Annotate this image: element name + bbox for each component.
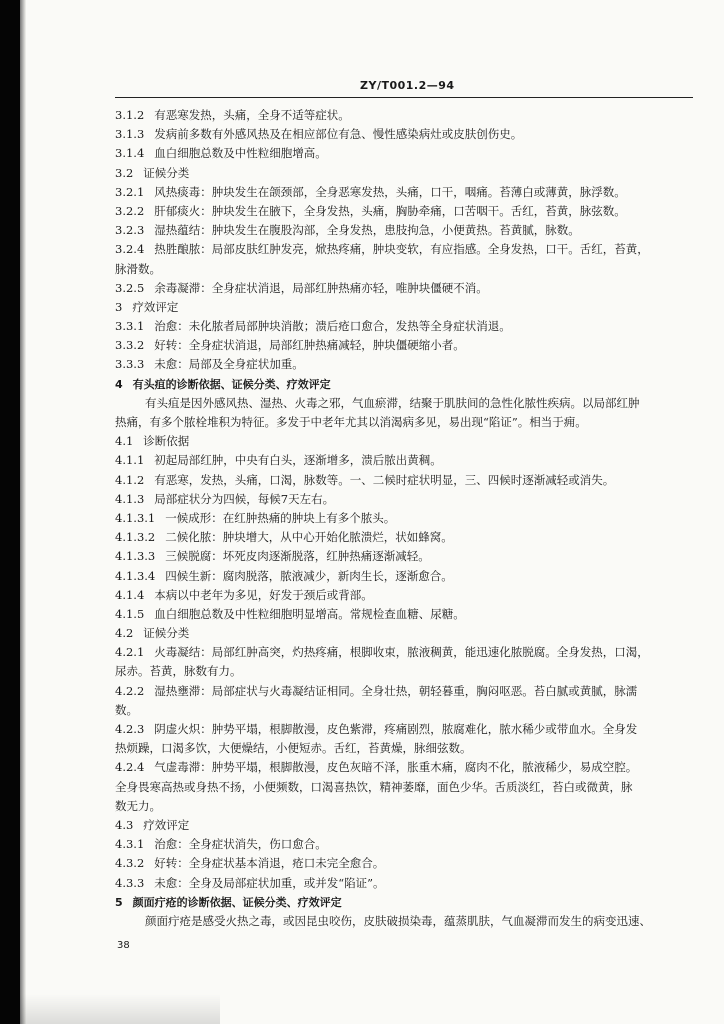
clause-number: 5 [115,895,123,909]
text-line [115,260,693,279]
clause-number: 3.2.2 [115,203,145,218]
clause-number: 3.3.1 [115,319,145,334]
clause-text: 血白细胞总数及中性粒细胞明显增高。常规检查血糖、尿糖。 [154,606,465,621]
clause-text: 有恶寒发热，头痛，全身不适等症状。 [154,108,350,122]
header-rule [115,97,693,98]
clause-text: 好转：全身症状消退，局部红肿热痛减轻，肿块僵硬缩小者。 [154,338,465,353]
clause-text: 颜面疔疮的诊断依据、证候分类、疗效评定 [132,895,342,909]
clause-number: 3.1.4 [115,146,145,161]
text-line [115,739,693,758]
text-line [115,874,693,893]
text-line [115,509,693,528]
text-line [115,624,693,643]
text-line [115,432,693,451]
text-line [115,912,693,931]
text-line [115,164,693,183]
standard-code-header: ZY/T001.2—94 [360,79,455,92]
clause-number: 3.2.1 [115,184,145,199]
clause-number: 3 [115,299,123,314]
clause-text: 火毒凝结：局部红肿高突，灼热疼痛，根脚收束，脓液稠黄，能迅速化脓脱腐。全身发热，口渴， [154,645,649,660]
text-line [115,778,693,797]
clause-number: 4.1.3.1 [115,510,156,525]
text-line [115,816,693,835]
clause-number: 4.2.4 [115,760,145,775]
text-line [115,547,693,566]
text-line [115,643,693,662]
clause-text: 局部症状分为四候，每候7天左右。 [154,491,335,506]
text-line [115,355,693,374]
clause-number: 3.2.3 [115,223,145,238]
text-line [115,854,693,873]
text-line [115,240,693,259]
text-line [115,586,693,605]
clause-text: 血白细胞总数及中性粒细胞增高。 [154,146,327,161]
text-line [115,413,693,432]
clause-text: 治愈：未化脓者局部肿块消散；溃后疮口愈合，发热等全身症状消退。 [154,319,511,334]
clause-number: 4.1.2 [115,472,145,487]
clause-text: 四候生新：腐肉脱落，脓液减少，新肉生长，逐渐愈合。 [165,568,453,583]
clause-text: 三候脱腐：坏死皮肉逐渐脱落，红肿热痛逐渐减轻。 [165,549,430,564]
text-line [115,720,693,739]
clause-number: 3.1.2 [115,108,145,122]
text-line [115,298,693,317]
scan-binding-shadow [0,0,20,1024]
clause-number: 3.1.3 [115,127,145,142]
text-line [115,797,693,816]
clause-text: 风热痰毒：肿块发生在颌颈部，全身恶寒发热，头痛，口干，咽痛。苔薄白或薄黄，脉浮数。 [154,184,626,199]
clause-number: 4.1.4 [115,587,145,602]
clause-text: 湿热蕴结：肿块发生在腹股沟部，全身发热，患肢拘急，小便黄热。苔黄腻，脉数。 [154,223,580,238]
text-line [115,451,693,470]
clause-text: 热胜酿脓：局部皮肤红肿发亮，焮热疼痛，肿块变软，有应指感。全身发热，口干。舌红，苔黄， [154,242,649,257]
clause-text: 全身畏寒高热或身热不扬，小便频数，口渴喜热饮，精神萎靡，面色少华。舌质淡红，苔白或微黄，脉 [115,779,633,794]
clause-text: 发病前多数有外感风热及在相应部位有急、慢性感染病灶或皮肤创伤史。 [154,127,523,142]
clause-text: 证候分类 [143,626,190,641]
clause-text: 尿赤。苔黄，脉数有力。 [115,664,242,679]
clause-number: 3.3.3 [115,357,145,372]
clause-text: 有头疽的诊断依据、证候分类、疗效评定 [132,377,331,391]
section-heading [115,893,693,912]
text-line [115,528,693,547]
clause-text: 一候成形：在红肿热痛的肿块上有多个脓头。 [165,510,396,525]
clause-number: 4.2.1 [115,645,145,660]
clause-text: 湿热壅滞：局部症状与火毒凝结证相同。全身壮热，朝轻暮重，胸闷呕恶。苔白腻或黄腻，脉濡 [154,683,638,698]
clause-text: 气虚毒滞：肿势平塌，根脚散漫，皮色灰暗不泽，胀重木痛，腐肉不化，脓液稀少，易成空腔。 [154,760,638,775]
section-heading [115,375,693,394]
clause-number: 4.1.5 [115,606,145,621]
clause-number: 4.3 [115,817,134,832]
clause-number: 3.2.4 [115,242,145,257]
text-line [115,682,693,701]
text-line [115,758,693,777]
clause-number: 4.3.3 [115,875,145,890]
clause-text: 治愈：全身症状消失，伤口愈合。 [154,837,327,852]
text-line [115,317,693,336]
clause-text: 脉滑数。 [115,261,161,276]
clause-number: 4.1.3.4 [115,568,156,583]
text-line [115,125,693,144]
clause-text: 肝郁痰火：肿块发生在腋下，全身发热，头痛，胸胁牵痛，口苦咽干。舌红，苔黄，脉弦数。 [154,203,626,218]
clause-text: 数无力。 [115,798,161,813]
clause-text: 颜面疔疮是感受火热之毒，或因昆虫咬伤，皮肤破损染毒，蕴蒸肌肤，气血凝滞而发生的病变迅速、 [145,913,651,928]
text-line [115,183,693,202]
text-line [115,605,693,624]
text-line [115,144,693,163]
clause-text: 热痛，有多个脓栓堆积为特征。多发于中老年尤其以消渴病多见，易出现“陷证”。相当于痈。 [115,415,587,429]
document-body [115,106,693,931]
clause-text: 有头疽是因外感风热、湿热、火毒之邪，气血瘀滞，结聚于肌肤间的急性化脓性疾病。以局部红肿 [145,395,640,410]
clause-number: 4.2.3 [115,722,145,736]
text-line [115,835,693,854]
clause-text: 有恶寒，发热，头痛，口渴，脉数等。一、二候时症状明显，三、四候时逐渐减轻或消失。 [154,472,615,487]
clause-text: 疗效评定 [132,299,179,314]
text-line [115,471,693,490]
text-line [115,221,693,240]
clause-number: 4.3.2 [115,856,145,871]
clause-text: 未愈：局部及全身症状加重。 [154,357,304,372]
clause-text: 未愈：全身及局部症状加重，或并发“陷证”。 [154,875,385,890]
text-line [115,202,693,221]
scan-corner-shadow [20,994,220,1024]
text-line [115,279,693,298]
clause-number: 4.1 [115,434,134,449]
clause-number: 3.2 [115,165,134,180]
clause-number: 4.1.1 [115,453,145,468]
clause-number: 4.2 [115,626,134,641]
text-line [115,394,693,413]
text-line [115,567,693,586]
clause-text: 数。 [115,702,138,717]
clause-text: 阴虚火炽：肿势平塌，根脚散漫，皮色紫滞，疼痛剧烈，脓腐难化，脓水稀少或带血水。全身发 [154,722,638,736]
text-line [115,106,693,125]
clause-text: 本病以中老年为多见，好发于颈后或背部。 [154,587,373,602]
text-line [115,336,693,355]
clause-number: 4.1.3 [115,491,145,506]
clause-text: 证候分类 [143,165,190,180]
clause-text: 初起局部红肿，中央有白头，逐渐增多，溃后脓出黄稠。 [154,453,442,468]
clause-text: 疗效评定 [143,817,190,832]
page-number: 38 [117,940,130,951]
clause-number: 4.3.1 [115,837,145,852]
text-line [115,490,693,509]
clause-text: 好转：全身症状基本消退，疮口未完全愈合。 [154,856,385,871]
text-line [115,701,693,720]
clause-number: 4.1.3.2 [115,530,156,545]
clause-number: 4.2.2 [115,683,145,698]
scan-binding-edge [20,0,26,1024]
clause-number: 4 [115,377,123,391]
clause-text: 余毒凝滞：全身症状消退，局部红肿热痛亦轻，唯肿块僵硬不消。 [154,280,488,295]
clause-number: 4.1.3.3 [115,549,156,564]
clause-number: 3.3.2 [115,338,145,353]
clause-number: 3.2.5 [115,280,145,295]
clause-text: 热烦躁，口渴多饮，大便燥结，小便短赤。舌红，苔黄燥，脉细弦数。 [115,741,472,756]
text-line [115,662,693,681]
clause-text: 二候化脓：肿块增大，从中心开始化脓溃烂，状如蜂窝。 [165,530,453,545]
clause-text: 诊断依据 [143,434,190,449]
